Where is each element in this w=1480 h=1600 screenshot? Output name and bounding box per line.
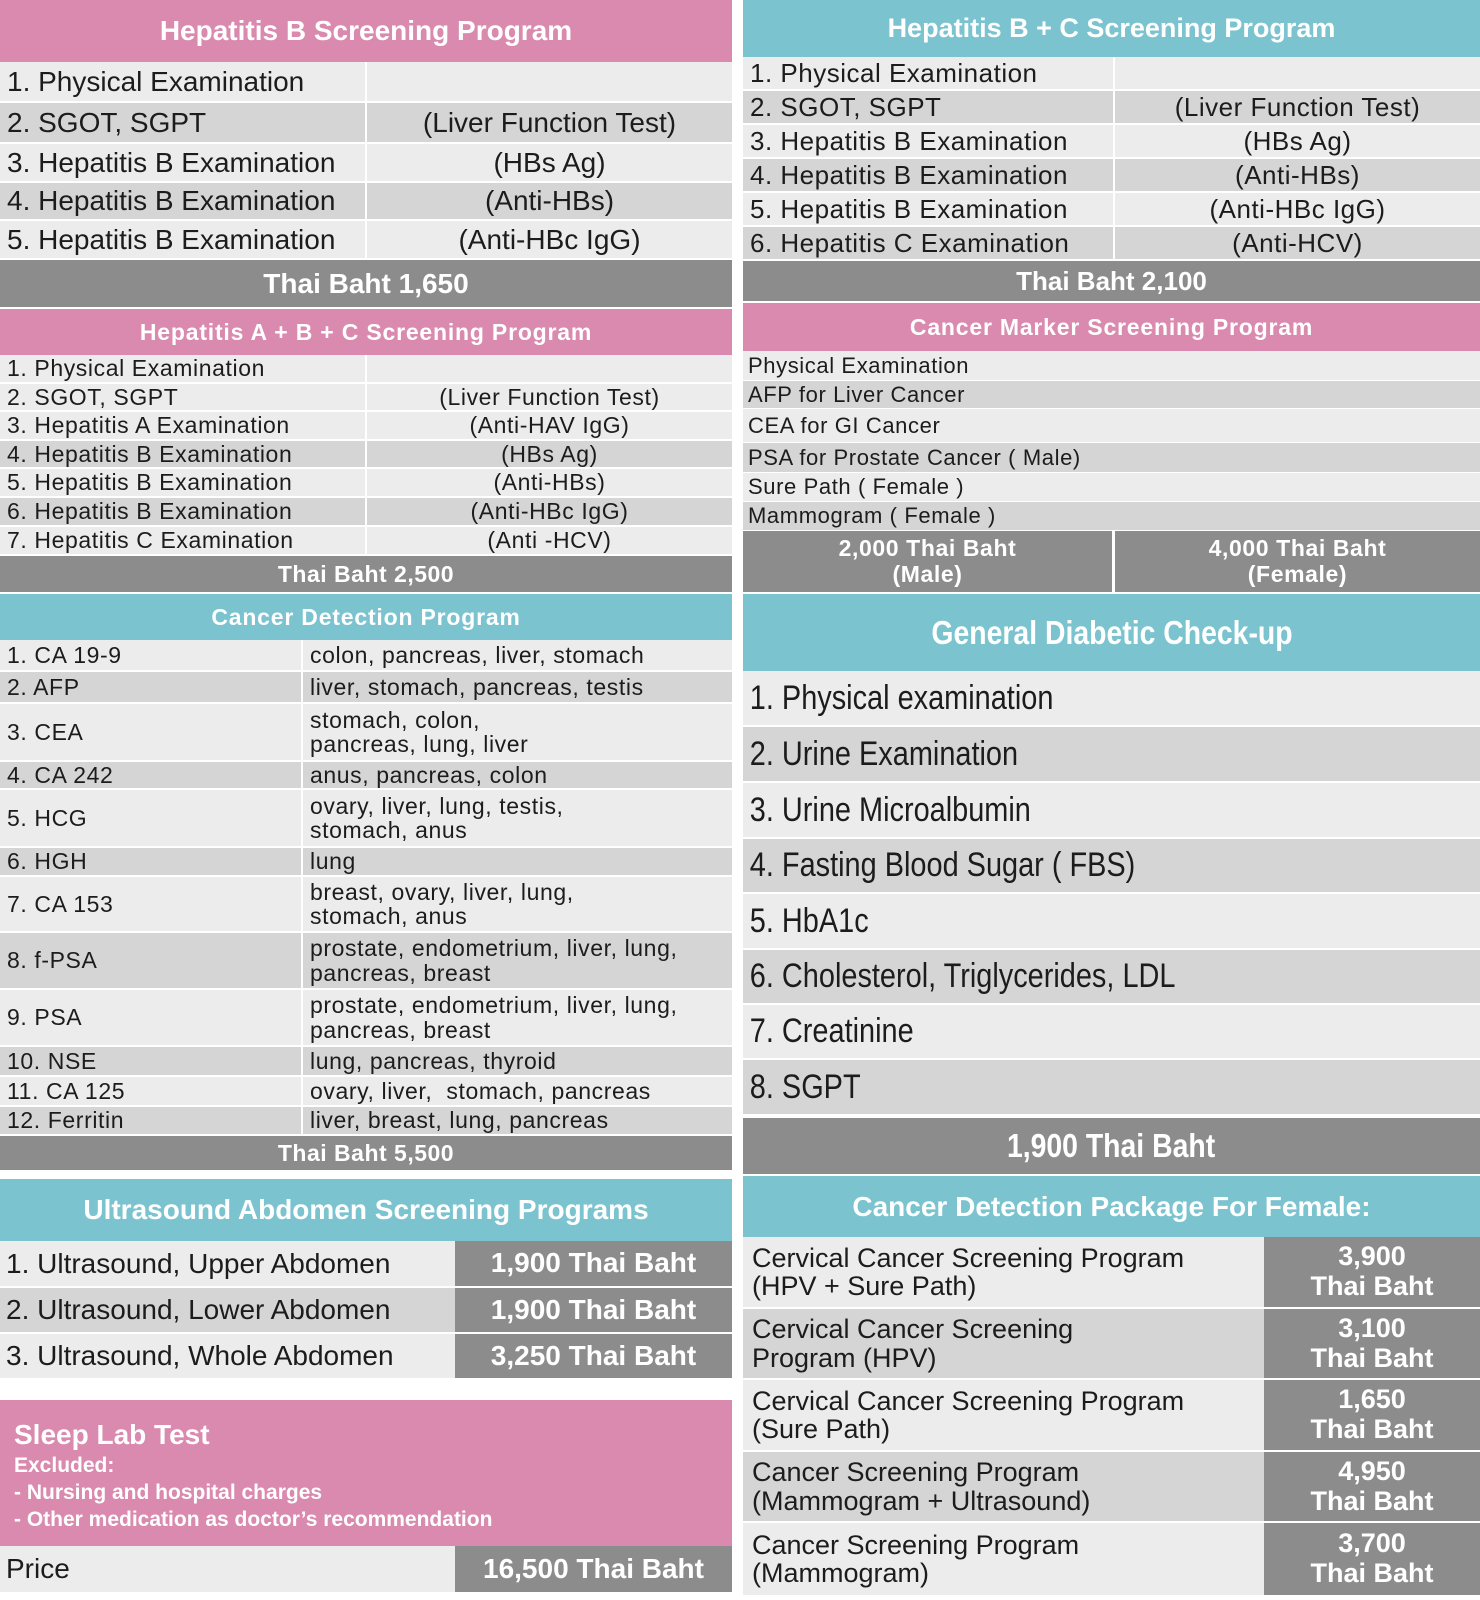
sleep-lab-excluded-item: - Nursing and hospital charges <box>14 1481 323 1504</box>
list-item <box>743 950 1480 1005</box>
price-value: 4,000 Thai Baht <box>1208 535 1387 562</box>
table-row <box>743 125 1480 159</box>
table-row <box>743 1380 1480 1452</box>
table-row <box>0 1334 732 1380</box>
price-currency: Thai Baht <box>1310 1558 1434 1588</box>
item-name: 1. Physical Examination <box>0 355 367 382</box>
marker-name: 4. CA 242 <box>0 762 303 788</box>
price-amount: 4,950 <box>1338 1455 1406 1486</box>
ultrasound-price: 1,900 Thai Baht <box>455 1241 732 1286</box>
price-currency: Thai Baht <box>1310 1485 1434 1516</box>
table-row <box>743 159 1480 193</box>
list-item <box>743 1060 1480 1116</box>
hepb-header <box>0 0 732 62</box>
diabetic-item: 5. HbA1c <box>749 901 869 940</box>
list-item <box>743 727 1480 783</box>
table-row <box>0 1241 732 1288</box>
marker-organs: lung <box>310 848 356 875</box>
diabetic-price-value: 1,900 Thai Baht <box>1007 1127 1216 1164</box>
hepabc-header <box>0 307 732 355</box>
list-item: CEA for GI Cancer <box>743 409 1480 443</box>
ultrasound-header <box>0 1179 732 1241</box>
marker-name: 2. AFP <box>0 672 303 702</box>
diabetic-item: 7. Creatinine <box>749 1012 914 1050</box>
item-name: 1. Physical Examination <box>743 57 1115 89</box>
list-item <box>743 1005 1480 1060</box>
ultrasound-item: 2. Ultrasound, Lower Abdomen <box>6 1294 391 1325</box>
package-name: Cervical Cancer Screening Program (HPV) <box>752 1314 1074 1373</box>
item-detail: (HBs Ag) <box>493 146 606 178</box>
hepabc-price: Thai Baht 2,500 <box>0 556 732 592</box>
sleep-lab-price-label: Price <box>6 1553 70 1584</box>
table-row <box>743 1309 1480 1380</box>
package-price <box>1264 1309 1480 1378</box>
item-detail: (Anti -HCV) <box>487 527 612 553</box>
marker-organs: ovary, liver, lung, testis, stomach, anus <box>310 792 564 843</box>
price-value: 2,000 Thai Baht <box>838 535 1017 562</box>
diabetic-item: 3. Urine Microalbumin <box>749 790 1031 829</box>
diabetic-item: 6. Cholesterol, Triglycerides, LDL <box>749 957 1176 995</box>
ultrasound-item: 3. Ultrasound, Whole Abdomen <box>6 1340 394 1371</box>
table-row <box>0 640 732 672</box>
list-item <box>743 894 1480 950</box>
list-item: Mammogram ( Female ) <box>743 502 1480 531</box>
list-item <box>743 671 1480 727</box>
table-row <box>0 183 732 221</box>
left-column <box>0 0 732 1592</box>
marker-name: 11. CA 125 <box>0 1077 303 1105</box>
sleep-lab-price: 16,500 Thai Baht <box>455 1546 732 1592</box>
ultrasound-item: 1. Ultrasound, Upper Abdomen <box>6 1247 391 1279</box>
cancer-marker-price-female <box>1115 531 1480 592</box>
table-row <box>0 1047 732 1077</box>
table-row <box>0 1288 732 1334</box>
package-name: Cancer Screening Program (Mammogram) <box>752 1529 1080 1588</box>
item-detail: (Liver Function Test) <box>439 383 660 410</box>
table-row <box>0 527 732 556</box>
list-item <box>743 783 1480 839</box>
cancer-marker-price-male <box>743 531 1115 592</box>
item-name: 4. Hepatitis B Examination <box>0 183 367 219</box>
ultrasound-price: 3,250 Thai Baht <box>455 1334 732 1378</box>
item-name: 4. Hepatitis B Examination <box>0 441 367 467</box>
price-currency: Thai Baht <box>1310 1414 1434 1444</box>
hepbc-title: Hepatitis B + C Screening Program <box>887 13 1336 43</box>
diabetic-header <box>743 592 1480 671</box>
table-row <box>743 227 1480 261</box>
cancer-marker-price-row <box>743 531 1480 592</box>
item-detail: (Anti-HBc IgG) <box>1209 193 1386 224</box>
table-row <box>0 1077 732 1107</box>
price-amount: 3,700 <box>1338 1528 1406 1559</box>
cancer-detection-title: Cancer Detection Program <box>211 603 521 630</box>
price-currency: Thai Baht <box>1310 1271 1434 1301</box>
item-detail: (Anti-HBs) <box>1235 159 1360 190</box>
hepb-title: Hepatitis B Screening Program <box>159 15 573 46</box>
item-name: 2. SGOT, SGPT <box>0 384 367 410</box>
marker-name: 8. f-PSA <box>0 933 303 988</box>
table-row <box>743 1523 1480 1595</box>
female-package-title: Cancer Detection Package For Female: <box>852 1190 1371 1222</box>
item-name: 5. Hepatitis B Examination <box>743 193 1115 225</box>
item-name: 3. Hepatitis B Examination <box>743 125 1115 157</box>
table-row <box>743 91 1480 125</box>
item-name: 4. Hepatitis B Examination <box>743 159 1115 191</box>
marker-name: 1. CA 19-9 <box>0 640 303 670</box>
table-row <box>743 57 1480 91</box>
price-amount: 3,900 <box>1338 1241 1406 1272</box>
table-row <box>0 848 732 877</box>
item-name: 5. Hepatitis B Examination <box>0 469 367 496</box>
list-item: Physical Examination <box>743 351 1480 381</box>
table-row <box>0 877 732 933</box>
right-column <box>743 0 1480 1595</box>
table-row <box>743 1237 1480 1309</box>
marker-organs: prostate, endometrium, liver, lung, pancreas, breast <box>310 935 678 986</box>
package-price <box>1264 1237 1480 1307</box>
item-name: 5. Hepatitis B Examination <box>0 221 367 258</box>
table-row <box>0 62 732 103</box>
item-detail <box>1115 57 1480 89</box>
item-detail: (Anti-HBc IgG) <box>458 223 641 255</box>
package-name: Cancer Screening Program (Mammogram + Ultrasound) <box>752 1457 1091 1516</box>
item-detail: (HBs Ag) <box>1243 125 1352 156</box>
table-row <box>0 498 732 527</box>
list-item: Sure Path ( Female ) <box>743 473 1480 502</box>
table-row <box>743 193 1480 227</box>
table-row <box>0 355 732 384</box>
table-row <box>0 762 732 790</box>
item-detail <box>367 355 732 382</box>
marker-organs: liver, breast, lung, pancreas <box>310 1107 609 1134</box>
cancer-marker-header <box>743 301 1480 351</box>
cancer-marker-title: Cancer Marker Screening Program <box>909 313 1314 340</box>
marker-name: 12. Ferritin <box>0 1107 303 1134</box>
cancer-detection-header <box>0 592 732 640</box>
package-name: Cervical Cancer Screening Program (HPV + Sure Path) <box>752 1242 1185 1301</box>
item-detail: (Anti-HBs) <box>484 185 615 216</box>
ultrasound-price: 1,900 Thai Baht <box>455 1288 732 1332</box>
sleep-lab-box <box>0 1400 732 1546</box>
diabetic-price <box>743 1116 1480 1174</box>
ultrasound-title: Ultrasound Abdomen Screening Programs <box>83 1194 649 1225</box>
marker-organs: stomach, colon, pancreas, lung, liver <box>310 706 529 757</box>
list-item <box>743 839 1480 894</box>
item-name: 7. Hepatitis C Examination <box>0 527 367 554</box>
marker-organs: ovary, liver, stomach, pancreas <box>310 1077 651 1104</box>
price-note: (Male) <box>892 560 963 587</box>
table-row <box>0 384 732 412</box>
price-amount: 3,100 <box>1338 1312 1406 1343</box>
table-row <box>0 469 732 498</box>
item-detail: (Liver Function Test) <box>422 106 677 138</box>
table-row <box>0 990 732 1047</box>
table-row <box>0 790 732 848</box>
table-row <box>0 672 732 704</box>
sleep-lab-price-row <box>0 1546 732 1592</box>
marker-organs: lung, pancreas, thyroid <box>310 1047 557 1074</box>
item-name: 3. Hepatitis B Examination <box>0 144 367 181</box>
marker-name: 3. CEA <box>0 704 303 760</box>
package-price <box>1264 1452 1480 1521</box>
item-detail: (Anti-HBc IgG) <box>470 498 629 524</box>
table-row <box>0 412 732 441</box>
item-name: 1. Physical Examination <box>0 62 367 101</box>
sleep-lab-excluded-label: Excluded: <box>14 1454 115 1477</box>
price-currency: Thai Baht <box>1310 1342 1434 1373</box>
item-name: 2. SGOT, SGPT <box>743 91 1115 123</box>
table-row <box>0 1107 732 1136</box>
item-detail: (Liver Function Test) <box>1174 91 1421 122</box>
marker-name: 7. CA 153 <box>0 877 303 931</box>
marker-name: 9. PSA <box>0 990 303 1045</box>
marker-organs: breast, ovary, liver, lung, stomach, anus <box>310 878 574 929</box>
list-item: PSA for Prostate Cancer ( Male) <box>743 443 1480 473</box>
table-row <box>743 1452 1480 1523</box>
table-row <box>0 704 732 762</box>
marker-name: 6. HGH <box>0 848 303 875</box>
package-price <box>1264 1380 1480 1450</box>
marker-organs: prostate, endometrium, liver, lung, pancreas, breast <box>310 992 678 1043</box>
sleep-lab-title: Sleep Lab Test <box>14 1419 210 1450</box>
diabetic-item: 2. Urine Examination <box>749 734 1019 773</box>
list-item: AFP for Liver Cancer <box>743 381 1480 409</box>
item-detail: (HBs Ag) <box>501 440 598 467</box>
table-row <box>0 441 732 469</box>
female-package-header <box>743 1174 1480 1237</box>
diabetic-item: 4. Fasting Blood Sugar ( FBS) <box>749 846 1136 884</box>
diabetic-item: 8. SGPT <box>749 1067 861 1106</box>
item-name: 2. SGOT, SGPT <box>0 103 367 142</box>
hepb-price: Thai Baht 1,650 <box>0 260 732 307</box>
item-detail <box>367 62 732 101</box>
item-detail: (Anti-HAV IgG) <box>469 412 630 438</box>
hepabc-title: Hepatitis A + B + C Screening Program <box>139 318 593 345</box>
item-name: 6. Hepatitis B Examination <box>0 498 367 525</box>
item-name: 6. Hepatitis C Examination <box>743 227 1115 259</box>
table-row <box>0 221 732 260</box>
item-detail: (Anti-HBs) <box>493 469 606 495</box>
package-name: Cervical Cancer Screening Program (Sure Path) <box>752 1385 1185 1444</box>
price-note: (Female) <box>1247 560 1348 587</box>
sleep-lab-excluded-item: - Other medication as doctor’s recommendation <box>14 1508 493 1531</box>
marker-organs: colon, pancreas, liver, stomach <box>310 641 645 668</box>
package-price <box>1264 1523 1480 1595</box>
table-row <box>0 933 732 990</box>
marker-name: 10. NSE <box>0 1047 303 1075</box>
marker-organs: anus, pancreas, colon <box>310 761 548 788</box>
item-name: 3. Hepatitis A Examination <box>0 412 367 439</box>
table-row <box>0 103 732 144</box>
marker-organs: liver, stomach, pancreas, testis <box>310 673 644 700</box>
diabetic-item: 1. Physical examination <box>749 678 1054 717</box>
diabetic-title: General Diabetic Check-up <box>930 613 1293 651</box>
hepbc-price: Thai Baht 2,100 <box>743 261 1480 301</box>
marker-name: 5. HCG <box>0 790 303 846</box>
hepbc-header <box>743 0 1480 57</box>
price-amount: 1,650 <box>1338 1384 1406 1415</box>
table-row <box>0 144 732 183</box>
cancer-detection-price: Thai Baht 5,500 <box>0 1136 732 1170</box>
item-detail: (Anti-HCV) <box>1232 227 1363 258</box>
